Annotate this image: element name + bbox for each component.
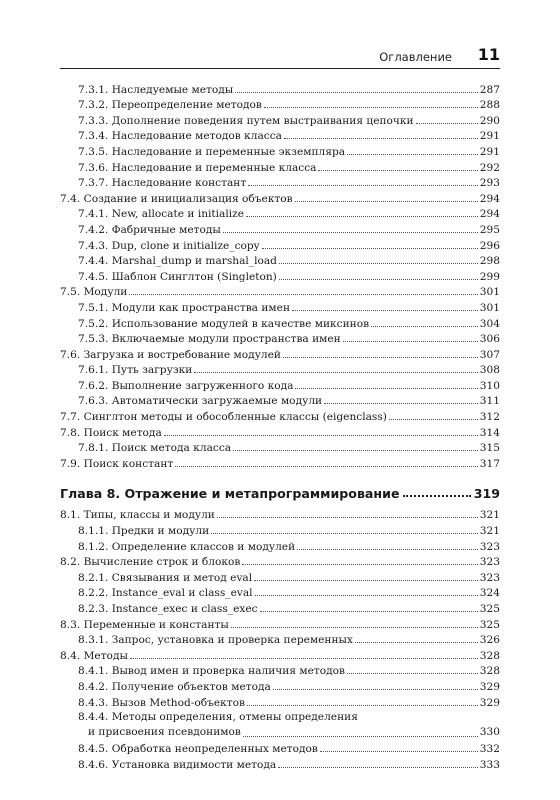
toc-entry-page: 296 xyxy=(479,239,500,252)
toc-entry[interactable] xyxy=(60,143,500,159)
toc-entry[interactable] xyxy=(60,600,500,616)
chapter-page-number: 319 xyxy=(473,485,500,501)
toc-entry-page: 301 xyxy=(479,301,500,314)
toc-section-chapter-8-cont xyxy=(60,741,500,772)
dot-leader xyxy=(233,450,478,451)
toc-entry-page: 294 xyxy=(479,192,500,205)
dot-leader xyxy=(416,123,478,124)
dot-leader xyxy=(324,403,478,404)
toc-entry-text: 8.1. Типы, классы и модули xyxy=(60,509,215,522)
dot-leader xyxy=(247,705,478,706)
toc-entry-page: 287 xyxy=(479,83,500,96)
dot-leader xyxy=(292,310,478,311)
toc-entry-text: 7.5. Модули xyxy=(60,286,128,299)
toc-entry-text: 8.1.2. Определение классов и модулей xyxy=(78,540,296,553)
toc-entry-page: 290 xyxy=(479,114,500,127)
dot-leader xyxy=(217,517,478,518)
toc-entry-text: 7.5.1. Модули как пространства имен xyxy=(78,301,290,314)
dot-leader xyxy=(389,419,478,420)
toc-entry-text: 7.6.2. Выполнение загруженного кода xyxy=(78,379,294,392)
toc-entry-line2 xyxy=(60,725,500,741)
toc-entry[interactable] xyxy=(60,756,500,772)
toc-entry-page: 298 xyxy=(479,255,500,268)
toc-entry-page: 328 xyxy=(479,649,500,662)
toc-entry-page: 329 xyxy=(479,696,500,709)
toc-entry[interactable] xyxy=(60,741,500,757)
toc-entry-text: 8.2.1. Связывания и метод eval xyxy=(78,571,253,584)
toc-entry[interactable] xyxy=(60,408,500,424)
toc-entry-page: 323 xyxy=(479,556,500,569)
toc-entry-text: 8.2. Вычисление строк и блоков xyxy=(60,556,241,569)
toc-entry[interactable] xyxy=(60,616,500,632)
dot-leader xyxy=(283,357,478,358)
toc-entry-page: 323 xyxy=(479,571,500,584)
toc-entry-text: 7.3.1. Наследуемые методы xyxy=(78,83,234,96)
dot-leader xyxy=(403,495,471,497)
table-of-contents xyxy=(60,81,500,772)
dot-leader xyxy=(347,673,478,674)
toc-entry[interactable] xyxy=(60,455,500,471)
toc-entry[interactable] xyxy=(60,507,500,523)
toc-entry[interactable] xyxy=(60,237,500,253)
toc-entry-page: 332 xyxy=(479,743,500,756)
toc-entry[interactable] xyxy=(60,81,500,97)
dot-leader xyxy=(164,435,478,436)
toc-entry-text-line1: 8.4.4. Методы определения, отмены определения xyxy=(78,710,358,723)
toc-entry[interactable] xyxy=(60,663,500,679)
toc-entry-text: 8.3. Переменные и константы xyxy=(60,618,229,631)
toc-entry[interactable] xyxy=(60,112,500,128)
toc-entry-page: 291 xyxy=(479,145,500,158)
toc-entry-text: 7.6.1. Путь загрузки xyxy=(78,364,193,377)
toc-entry-text: 7.6.3. Автоматически загружаемые модули xyxy=(78,395,323,408)
dot-leader xyxy=(223,232,478,233)
toc-entry-page: 321 xyxy=(479,525,500,538)
toc-entry-page: 329 xyxy=(479,680,500,693)
toc-entry[interactable] xyxy=(60,694,500,710)
dot-leader xyxy=(129,294,477,295)
toc-entry-page: 325 xyxy=(479,603,500,615)
toc-entry-page: 291 xyxy=(479,130,500,143)
dot-leader xyxy=(243,736,478,737)
dot-leader xyxy=(254,580,478,581)
toc-entry-page: 299 xyxy=(479,270,500,283)
toc-entry[interactable] xyxy=(60,159,500,175)
dot-leader xyxy=(273,689,478,690)
toc-entry-text: 7.6. Загрузка и востребование модулей xyxy=(60,348,281,361)
toc-entry-text: 7.5.3. Включаемые модули пространства имен xyxy=(78,333,341,346)
toc-entry-text: 7.3.2. Переопределение методов xyxy=(78,99,262,112)
toc-entry-page: 323 xyxy=(479,540,500,553)
toc-entry[interactable] xyxy=(60,346,500,362)
toc-entry[interactable] xyxy=(60,284,500,300)
toc-entry[interactable] xyxy=(60,206,500,222)
toc-entry-page: 310 xyxy=(479,379,500,392)
toc-entry-page: 294 xyxy=(479,208,500,221)
toc-entry-page: 288 xyxy=(479,99,500,112)
toc-entry-text: 8.4.5. Обработка неопределенных методов xyxy=(78,743,318,756)
toc-entry-text: 7.4.2. Фабричные методы xyxy=(78,223,221,236)
toc-entry-page: 326 xyxy=(479,634,500,647)
dot-leader xyxy=(279,279,478,280)
toc-entry-page: 330 xyxy=(479,726,500,739)
toc-entry[interactable] xyxy=(60,221,500,237)
toc-entry-page: 308 xyxy=(479,364,500,377)
toc-entry[interactable] xyxy=(60,678,500,694)
toc-entry-page: 317 xyxy=(479,457,500,470)
toc-entry-text: 7.8.1. Поиск метода класса xyxy=(78,442,232,455)
toc-entry[interactable] xyxy=(60,268,500,284)
toc-entry-page: 301 xyxy=(479,286,500,299)
toc-entry-page: 333 xyxy=(479,758,500,771)
toc-section-chapter-7 xyxy=(60,81,500,471)
toc-entry-text: 8.4.3. Вызов Method-объектов xyxy=(78,696,245,709)
toc-entry-page: 321 xyxy=(479,509,500,522)
toc-entry-text: 7.3.4. Наследование методов класса xyxy=(78,130,282,143)
toc-entry-page: 324 xyxy=(479,587,500,600)
toc-entry-page: 306 xyxy=(479,333,500,346)
toc-entry[interactable] xyxy=(60,585,500,601)
toc-entry-page: 292 xyxy=(479,161,500,174)
toc-entry[interactable] xyxy=(60,393,500,409)
dot-leader xyxy=(279,263,478,264)
toc-entry-text: 7.4.3. Dup, clone и initialize_copy xyxy=(78,239,260,252)
dot-leader xyxy=(284,138,478,139)
toc-entry-text: 7.4.4. Marshal_dump и marshal_load xyxy=(78,255,277,268)
toc-entry-text: 7.4.1. New, allocate и initialize xyxy=(78,208,245,221)
toc-entry[interactable] xyxy=(60,377,500,393)
toc-entry-text: 7.4.5. Шаблон Синглтон (Singleton) xyxy=(78,270,277,283)
toc-entry[interactable] xyxy=(60,522,500,538)
toc-entry[interactable] xyxy=(60,554,500,570)
dot-leader xyxy=(211,533,478,534)
toc-entry-text: 7.4. Создание и инициализация объектов xyxy=(60,192,293,205)
dot-leader xyxy=(347,154,478,155)
dot-leader xyxy=(278,767,478,768)
toc-entry-text: 8.1.1. Предки и модули xyxy=(78,525,210,538)
toc-entry-text: 8.2.3. Instance_exec и class_exec xyxy=(78,603,258,615)
dot-leader xyxy=(260,611,478,612)
dot-leader xyxy=(235,92,478,93)
dot-leader xyxy=(264,107,478,108)
toc-chapter-heading[interactable] xyxy=(60,481,500,501)
toc-entry[interactable] xyxy=(60,97,500,113)
toc-entry-text: 7.3.7. Наследование констант xyxy=(78,177,247,190)
dot-leader xyxy=(371,326,478,327)
toc-entry-text: 7.3.6. Наследование и переменные класса xyxy=(78,161,317,174)
dot-leader xyxy=(248,185,478,186)
running-header xyxy=(60,46,500,69)
toc-entry-text-line2: и присвоения псевдонимов xyxy=(88,726,241,739)
dot-leader xyxy=(355,642,478,643)
toc-entry-text: 7.3.3. Дополнение поведения путем выстраивания цепочки xyxy=(78,114,414,127)
toc-entry[interactable] xyxy=(60,538,500,554)
toc-entry[interactable] xyxy=(60,632,500,648)
dot-leader xyxy=(242,564,477,565)
toc-entry-page: 312 xyxy=(479,411,500,424)
toc-entry[interactable] xyxy=(60,175,500,191)
toc-entry-text: 8.2.2. Instance_eval и class_eval xyxy=(78,587,253,600)
toc-entry-text: 7.3.5. Наследование и переменные экземпляра xyxy=(78,145,346,158)
toc-entry[interactable] xyxy=(60,362,500,378)
toc-entry[interactable] xyxy=(60,440,500,456)
toc-entry[interactable] xyxy=(60,331,500,347)
dot-leader xyxy=(343,341,478,342)
dot-leader xyxy=(295,388,477,389)
toc-entry-text: 8.3.1. Запрос, установка и проверка переменных xyxy=(78,634,353,647)
toc-entry-page: 314 xyxy=(479,426,500,439)
header-title: Оглавление xyxy=(379,50,452,64)
toc-entry[interactable] xyxy=(60,190,500,206)
dot-leader xyxy=(255,595,478,596)
toc-entry[interactable] xyxy=(60,424,500,440)
dot-leader xyxy=(231,627,478,628)
dot-leader xyxy=(194,372,477,373)
toc-entry[interactable] xyxy=(60,315,500,331)
toc-entry-text: 8.4.6. Установка видимости метода xyxy=(78,758,277,771)
toc-entry-page: 325 xyxy=(479,618,500,631)
toc-entry-text: 7.5.2. Использование модулей в качестве миксинов xyxy=(78,317,370,330)
dot-leader xyxy=(130,658,478,659)
toc-entry-text: 8.4.1. Вывод имен и проверка наличия методов xyxy=(78,665,346,678)
dot-leader xyxy=(262,248,478,249)
toc-entry[interactable] xyxy=(60,569,500,585)
toc-entry-page: 304 xyxy=(479,317,500,330)
dot-leader xyxy=(318,170,477,171)
toc-entry-page: 295 xyxy=(479,223,500,236)
toc-entry-page: 315 xyxy=(479,442,500,455)
dot-leader xyxy=(295,201,478,202)
toc-entry[interactable] xyxy=(60,253,500,269)
toc-entry-text: 7.7. Синглтон методы и обособленные классы (eigenclass) xyxy=(60,411,387,424)
toc-entry-text: 7.8. Поиск метода xyxy=(60,426,162,439)
dot-leader xyxy=(297,549,478,550)
toc-entry[interactable] xyxy=(60,710,500,741)
toc-entry[interactable] xyxy=(60,299,500,315)
toc-entry-page: 293 xyxy=(479,177,500,190)
dot-leader xyxy=(246,216,478,217)
toc-entry-page: 307 xyxy=(479,348,500,361)
toc-entry-page: 328 xyxy=(479,665,500,678)
toc-entry-page: 311 xyxy=(479,395,500,408)
toc-section-chapter-8 xyxy=(60,507,500,710)
toc-entry-text: 8.4.2. Получение объектов метода xyxy=(78,680,271,693)
chapter-title: Глава 8. Отражение и метапрограммирование xyxy=(60,485,400,501)
header-page-number: 11 xyxy=(477,45,500,64)
toc-entry[interactable] xyxy=(60,128,500,144)
toc-entry-text: 7.9. Поиск констант xyxy=(60,457,174,470)
toc-entry[interactable] xyxy=(60,647,500,663)
toc-entry-text: 8.4. Методы xyxy=(60,649,128,662)
dot-leader xyxy=(175,466,477,467)
dot-leader xyxy=(320,751,478,752)
